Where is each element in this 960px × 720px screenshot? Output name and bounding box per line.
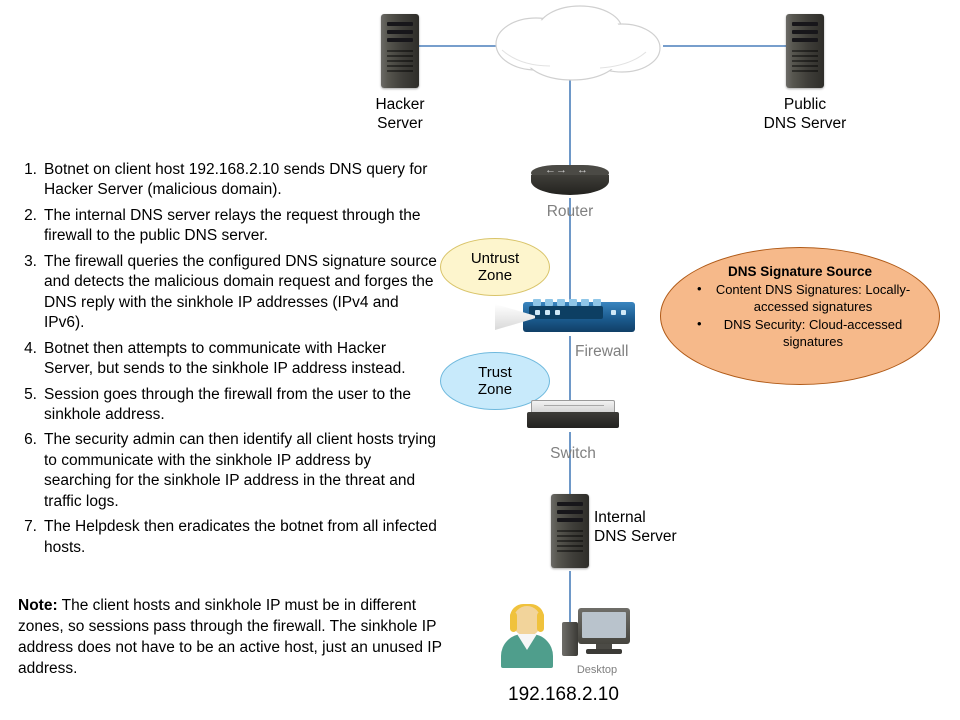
public-dns-label-line1: Public [783,96,827,113]
node-internal-dns-server [551,494,589,568]
node-public-dns-server [745,14,865,134]
step-item [18,252,438,334]
untrust-zone-line2: Zone [477,267,513,284]
step-number: 4. [24,339,37,357]
node-firewall [495,296,635,338]
zone-untrust [440,238,550,296]
step-item [18,206,438,247]
note-text: The client hosts and sinkhole IP must be in different zones, so sessions pass through the firewall. The sinkhole IP address does not have to be an active host, just an unused IP address. [18,597,442,678]
internal-dns-label-line2: DNS Server [594,528,677,546]
user-icon [497,604,557,668]
router-label: Router [546,203,594,220]
hacker-server-label-line1: Hacker [375,96,425,113]
dns-signature-source-callout [660,247,940,385]
server-icon [551,494,589,568]
step-text: Botnet on client host 192.168.2.10 sends DNS query for Hacker Server (malicious domain). [44,161,428,199]
firewall-label: Firewall [575,343,629,360]
step-number: 6. [24,431,37,449]
internal-dns-label-line1: Internal [594,509,646,526]
switch-icon [527,400,619,434]
step-item [18,160,438,201]
desktop-icon [562,608,632,670]
callout-item-dns-security: • DNS Security: Cloud-accessed signatures [697,316,917,350]
internet-cloud [480,4,665,91]
step-item [18,385,438,426]
note-label: Note: [18,597,58,614]
step-number: 1. [24,161,37,178]
trust-zone-line2: Zone [477,381,513,398]
untrust-zone-line1: Untrust [470,249,520,267]
internal-dns-label [594,508,677,547]
node-hacker-server [340,14,460,134]
step-number: 2. [24,206,37,224]
hacker-server-label-line2: Server [377,115,423,133]
callout-item-content-dns: • Content DNS Signatures: Locally-accessed signatures [697,281,917,315]
step-text: Session goes through the firewall from the user to the sinkhole address. [44,385,412,423]
step-text: The firewall queries the configured DNS signature source and detects the malicious domain request and forges the DNS reply with the sinkhole IP addresses (IPv4 and IPv6). [44,252,437,332]
trust-zone-line1: Trust [478,363,512,381]
step-number: 3. [24,252,37,270]
step-text: Botnet then attempts to communicate with Hacker Server, but sends to the sinkhole IP address instead. [44,339,406,378]
step-number: 7. [24,518,37,536]
step-item [18,517,438,558]
node-desktop [562,608,632,670]
router-icon: ←→ ↔ [531,165,609,199]
step-item [18,339,438,380]
step-text: The security admin can then identify all client hosts trying to communicate with the sinkhole IP address by searching for the sinkhole IP address in the threat and traffic logs. [44,431,436,510]
node-switch [527,400,619,434]
client-ip-label: 192.168.2.10 [508,684,619,705]
steps-list [18,160,438,563]
callout-list [683,281,917,351]
node-router [531,165,609,199]
server-icon [786,14,824,88]
step-text: The Helpdesk then eradicates the botnet from all infected hosts. [44,518,437,556]
switch-label: Switch [550,445,596,462]
step-number: 5. [24,385,37,403]
server-icon [381,14,419,88]
step-text: The internal DNS server relays the request through the firewall to the public DNS server. [44,206,421,245]
callout-title: DNS Signature Source [727,264,873,279]
node-user [497,604,557,668]
public-dns-label-line2: DNS Server [763,115,847,133]
firewall-icon [495,296,635,338]
note-block [18,595,443,679]
desktop-label: Desktop [576,664,618,676]
step-item [18,430,438,512]
